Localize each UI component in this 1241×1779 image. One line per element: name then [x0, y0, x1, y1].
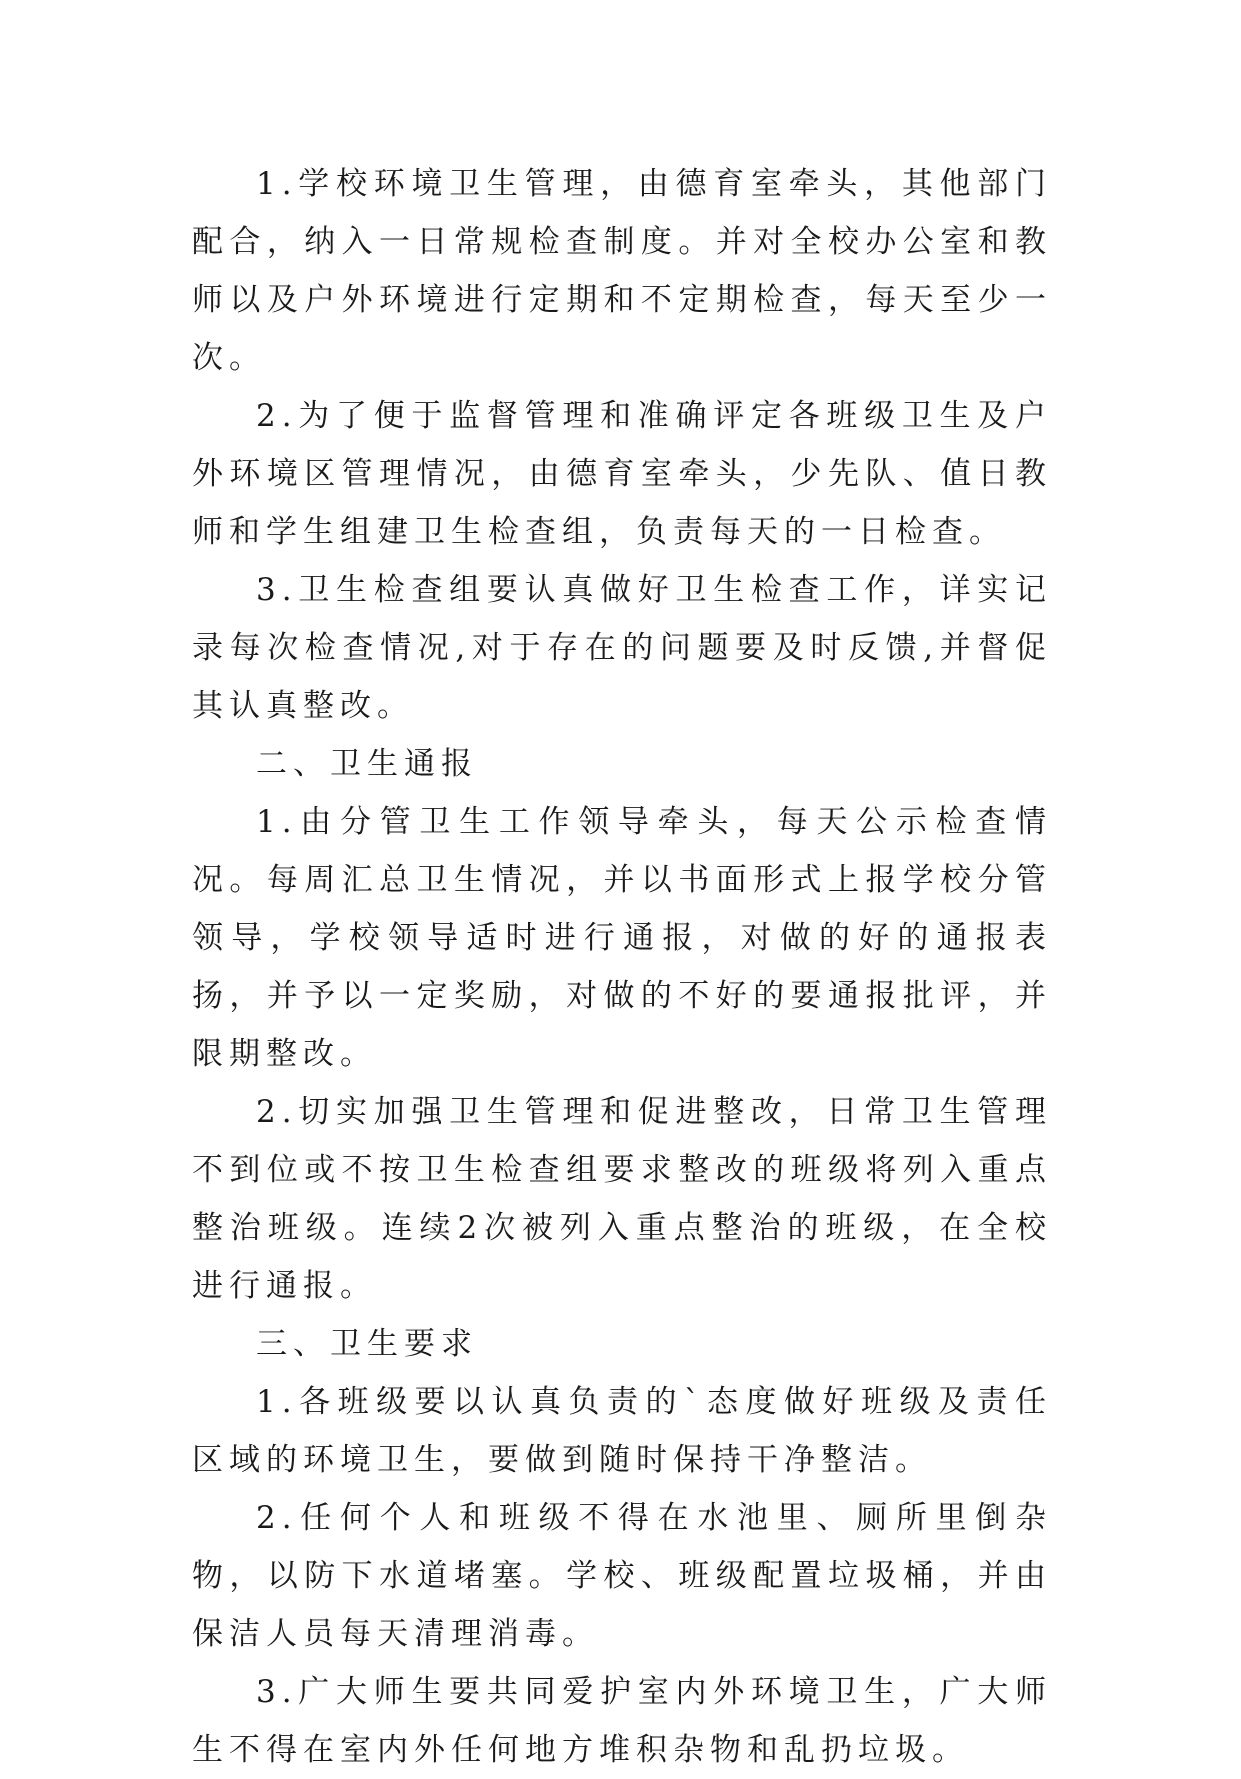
paragraph-report-2: 2.切实加强卫生管理和促进整改，日常卫生管理不到位或不按卫生检查组要求整改的班级将列入重点整治班级。连续2次被列入重点整治的班级，在全校进行通报。 — [192, 1094, 1052, 1304]
section-heading-hygiene-requirements: 三、卫生要求 — [256, 1326, 478, 1362]
paragraph-requirement-3: 3.广大师生要共同爱护室内外环境卫生，广大师生不得在室内外任何地方堆积杂物和乱扔垃圾。 — [192, 1674, 1052, 1768]
paragraph-requirement-1: 1.各班级要以认真负责的`态度做好班级及责任区域的环境卫生，要做到随时保持干净整洁。 — [192, 1384, 1052, 1478]
paragraph-inspection-2: 2.为了便于监督管理和准确评定各班级卫生及户外环境区管理情况，由德育室牵头，少先队、值日教师和学生组建卫生检查组，负责每天的一日检查。 — [192, 398, 1052, 550]
paragraph-inspection-3: 3.卫生检查组要认真做好卫生检查工作，详实记录每次检查情况,对于存在的问题要及时反馈,并督促其认真整改。 — [192, 572, 1052, 724]
document-body — [192, 155, 1052, 1779]
paragraph-inspection-1: 1.学校环境卫生管理，由德育室牵头，其他部门配合，纳入一日常规检查制度。并对全校办公室和教师以及户外环境进行定期和不定期检查，每天至少一次。 — [192, 166, 1052, 376]
paragraph-report-1: 1.由分管卫生工作领导牵头，每天公示检查情况。每周汇总卫生情况，并以书面形式上报学校分管领导，学校领导适时进行通报，对做的好的通报表扬，并予以一定奖励，对做的不好的要通报批评，并限期整改。 — [192, 804, 1052, 1072]
paragraph-requirement-2: 2.任何个人和班级不得在水池里、厕所里倒杂物，以防下水道堵塞。学校、班级配置垃圾桶，并由保洁人员每天清理消毒。 — [192, 1500, 1052, 1652]
section-heading-hygiene-report: 二、卫生通报 — [256, 746, 478, 782]
